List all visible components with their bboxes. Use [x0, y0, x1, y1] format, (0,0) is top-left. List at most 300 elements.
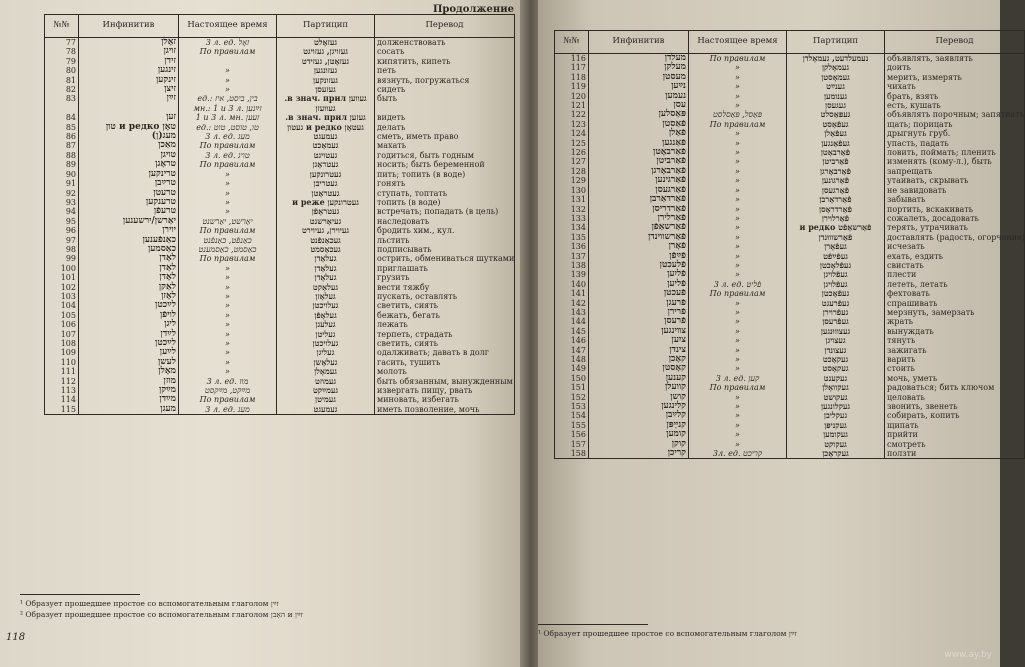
infinitive-cell: לײַכטן: [79, 301, 179, 310]
participle-cell: געגעסן: [787, 101, 885, 110]
participle-cell: געזאָטן, געזידט: [277, 57, 375, 66]
participle-cell: פֿאַרגעסן: [787, 186, 885, 195]
translation-cell: извергать пищу, рвать: [375, 386, 515, 395]
infinitive-cell: כאַנפֿענען: [79, 236, 179, 245]
present-tense-cell: »: [689, 157, 787, 166]
translation-cell: носить; быть беременной: [375, 160, 515, 169]
participle-cell: פֿאַרדאָרבן: [787, 195, 885, 204]
present-tense-cell: »: [689, 73, 787, 82]
translation-cell: сметь, иметь право: [375, 132, 515, 141]
entry-number-cell: 115: [45, 405, 79, 415]
table-row: [45, 160, 515, 169]
translation-cell: чихать: [885, 82, 1025, 91]
infinitive-cell: פֿאַרשווינדן: [589, 233, 689, 242]
entry-number-cell: 154: [555, 411, 589, 420]
entry-number-cell: 104: [45, 301, 79, 310]
translation-cell: бродить хим., кул.: [375, 226, 515, 235]
participle-cell: גענײַט: [787, 82, 885, 91]
infinitive-cell: לײַכטן: [79, 339, 179, 348]
table-row: [555, 148, 1025, 157]
translation-cell: звонить, звенеть: [885, 402, 1025, 411]
entry-number-cell: 113: [45, 386, 79, 395]
translation-cell: топить (в воде): [375, 198, 515, 207]
entry-number-cell: 144: [555, 317, 589, 326]
translation-cell: свистать: [885, 261, 1025, 270]
participle-cell: געזען в знач. прил.: [277, 113, 375, 122]
present-tense-cell: 3 л. ед. זאָל: [179, 38, 277, 48]
translation-cell: тянуть: [885, 336, 1025, 345]
present-tense-cell: »: [689, 139, 787, 148]
participle-cell: געמוזט: [277, 377, 375, 386]
infinitive-cell: לײַען: [79, 348, 179, 357]
translation-cell: смотреть: [885, 440, 1025, 449]
participle-cell: געווען в знач. прил.: [277, 94, 375, 103]
infinitive-cell: לעשן: [79, 358, 179, 367]
participle-cell: געלאַדן: [277, 264, 375, 273]
present-tense-cell: 3 л. ед. מעג: [179, 132, 277, 141]
translation-cell: сидеть: [375, 85, 515, 94]
translation-cell: доставлять (радость, огорчение): [885, 233, 1025, 242]
table-row: [45, 57, 515, 66]
translation-cell: собирать, копить: [885, 411, 1025, 420]
participle-cell: געיאַרשנט: [277, 217, 375, 226]
table-row: [45, 245, 515, 254]
translation-cell: быть: [375, 94, 515, 103]
entry-number-cell: 95: [45, 217, 79, 226]
table-row: [555, 289, 1025, 298]
table-row: [555, 214, 1025, 223]
infinitive-cell: טרעטן: [79, 189, 179, 198]
present-tense-cell: »: [689, 252, 787, 261]
present-tense-cell: 3 л. ед. פֿליט: [689, 280, 787, 289]
table-row: [45, 76, 515, 85]
infinitive-cell: טויגן: [79, 151, 179, 160]
present-tense-cell: 3л. ед. קריכט: [689, 449, 787, 459]
table-row: [555, 120, 1025, 129]
entry-number-cell: 85: [45, 123, 79, 132]
translation-cell: приглашать: [375, 264, 515, 273]
table-row: [555, 299, 1025, 308]
participle-cell: געפֿאַלן: [787, 129, 885, 138]
entry-number-cell: 87: [45, 141, 79, 150]
infinitive-cell: לאַדן: [79, 264, 179, 273]
present-tense-cell: »: [689, 336, 787, 345]
translation-cell: бежать, бегать: [375, 311, 515, 320]
translation-cell: долженствовать: [375, 38, 515, 48]
table-row: [555, 402, 1025, 411]
entry-number-cell: [45, 104, 79, 113]
entry-number-cell: 106: [45, 320, 79, 329]
entry-number-cell: 86: [45, 132, 79, 141]
participle-cell: פֿאַרבאָרגן: [787, 167, 885, 176]
participle-cell: געטריבן: [277, 179, 375, 188]
translation-cell: утаивать, скрывать: [885, 176, 1025, 185]
table-row: [45, 179, 515, 188]
table-row: [45, 66, 515, 75]
entry-number-cell: 149: [555, 364, 589, 373]
translation-cell: ехать, ездить: [885, 252, 1025, 261]
present-tense-cell: »: [689, 327, 787, 336]
participle-cell: געקלונגען: [787, 402, 885, 411]
translation-cell: наследовать: [375, 217, 515, 226]
present-tense-cell: 3 л. ед. מוז: [179, 377, 277, 386]
present-tense-cell: »: [689, 129, 787, 138]
entry-number-cell: 96: [45, 226, 79, 235]
infinitive-cell: זינקען: [79, 76, 179, 85]
translation-cell: мерить, измерять: [885, 73, 1025, 82]
participle-cell: געמאָלקן: [787, 63, 885, 72]
watermark: www.ay.by: [944, 650, 992, 660]
infinitive-cell: טאָן и редко טון: [79, 123, 179, 132]
entry-number-cell: 151: [555, 383, 589, 392]
present-tense-cell: »: [689, 63, 787, 72]
participle-cell: געקליבן: [787, 411, 885, 420]
entry-number-cell: 80: [45, 66, 79, 75]
translation-cell: пить; топить (в воде): [375, 170, 515, 179]
participle-cell: געקומען: [787, 430, 885, 439]
entry-number-cell: 138: [555, 261, 589, 270]
present-tense-cell: מײַקט, מײַקסט: [179, 386, 277, 395]
translation-cell: ползти: [885, 449, 1025, 459]
present-tense-cell: »: [179, 320, 277, 329]
infinitive-cell: פֿאַלן: [589, 129, 689, 138]
entry-number-cell: 148: [555, 355, 589, 364]
entry-number-cell: 78: [45, 47, 79, 56]
translation-cell: вести тяжбу: [375, 283, 515, 292]
footnote: ¹ Образует прошедшее простое со вспомогательным глаголом זײַן: [538, 629, 797, 638]
entry-number-cell: 139: [555, 270, 589, 279]
participle-cell: געצוווּנגען: [787, 327, 885, 336]
translation-cell: жрать: [885, 317, 1025, 326]
entry-number-cell: 97: [45, 236, 79, 245]
table-row: [555, 280, 1025, 289]
entry-number-cell: 131: [555, 195, 589, 204]
entry-number-cell: 93: [45, 198, 79, 207]
infinitive-cell: קוקן: [589, 440, 689, 449]
table-row: [45, 38, 515, 48]
entry-number-cell: 117: [555, 63, 589, 72]
translation-cell: исчезать: [885, 242, 1025, 251]
participle-cell: געלאָזן: [277, 292, 375, 301]
infinitive-cell: מעג(ן): [79, 132, 179, 141]
translation-cell: объявлять порочным; запятнать: [885, 110, 1025, 119]
translation-cell: пускать, оставлять: [375, 292, 515, 301]
infinitive-cell: פֿליִען: [589, 270, 689, 279]
translation-cell: светить, сиять: [375, 339, 515, 348]
infinitive-cell: ציִען: [589, 336, 689, 345]
translation-cell: ловить, поймать; пленить: [885, 148, 1025, 157]
translation-cell: целовать: [885, 393, 1025, 402]
infinitive-cell: זאָלן: [79, 38, 179, 48]
participle-cell: געליגן: [277, 348, 375, 357]
table-row: [555, 63, 1025, 72]
present-tense-cell: »: [179, 170, 277, 179]
entry-number-cell: 157: [555, 440, 589, 449]
participle-cell: געזונגען: [277, 66, 375, 75]
translation-cell: вязнуть, погружаться: [375, 76, 515, 85]
entry-number-cell: 109: [45, 348, 79, 357]
column-header-present-tense: Настоящее время: [689, 31, 787, 54]
translation-cell: светить, сиять: [375, 301, 515, 310]
present-tense-cell: »: [689, 233, 787, 242]
table-row: [555, 73, 1025, 82]
present-tense-cell: »: [689, 101, 787, 110]
entry-number-cell: 98: [45, 245, 79, 254]
table-row: [45, 348, 515, 357]
present-tense-cell: »: [689, 430, 787, 439]
table-row: [555, 223, 1025, 232]
present-tense-cell: »: [689, 214, 787, 223]
table-row: [45, 311, 515, 320]
entry-number-cell: 84: [45, 113, 79, 122]
infinitive-cell: ליגן: [79, 320, 179, 329]
present-tense-cell: »: [179, 207, 277, 216]
participle-cell: געקענט: [787, 374, 885, 383]
participle-cell: געטראָטן: [277, 189, 375, 198]
translation-cell: плести: [885, 270, 1025, 279]
present-tense-cell: ед.: טו, טוסט, טוט: [179, 123, 277, 132]
participle-cell: געטאָן и редко געטון: [277, 123, 375, 132]
participle-cell: געמאָסטן: [787, 73, 885, 82]
table-row: [555, 374, 1025, 383]
table-row: [45, 395, 515, 404]
participle-cell: געטרונקען и реже: [277, 198, 375, 207]
infinitive-cell: פֿרירן: [589, 308, 689, 317]
translation-cell: мочь, уметь: [885, 374, 1025, 383]
table-row: [555, 157, 1025, 166]
table-row: [45, 217, 515, 226]
participle-cell: געזאָלט: [277, 38, 375, 48]
translation-cell: мерзнуть, замерзать: [885, 308, 1025, 317]
column-header-participle: Партицип: [277, 15, 375, 38]
participle-cell: פֿאַרביטן: [787, 157, 885, 166]
participle-cell: געמײַקט: [277, 386, 375, 395]
entry-number-cell: 141: [555, 289, 589, 298]
table-row: [45, 104, 515, 113]
table-row: [555, 54, 1025, 64]
translation-cell: радоваться; бить ключом: [885, 383, 1025, 392]
translation-cell: упасть, падать: [885, 139, 1025, 148]
present-tense-cell: כאַנפֿט, כאַנפֿנט: [179, 236, 277, 245]
present-tense-cell: »: [179, 273, 277, 282]
infinitive-cell: לאַקן: [79, 283, 179, 292]
translation-cell: подписывать: [375, 245, 515, 254]
present-tense-cell: »: [689, 167, 787, 176]
footnote-rule: [538, 624, 648, 625]
table-row: [555, 101, 1025, 110]
infinitive-cell: פֿאַנגען: [589, 139, 689, 148]
entry-number-cell: 123: [555, 120, 589, 129]
participle-cell: געלאָפֿן: [277, 311, 375, 320]
infinitive-cell: פֿאַרדאַרבן: [589, 195, 689, 204]
table-row: [555, 317, 1025, 326]
translation-cell: портить, вскакивать: [885, 205, 1025, 214]
present-tense-cell: По правилам: [179, 141, 277, 150]
translation-cell: запрещать: [885, 167, 1025, 176]
table-row: [555, 186, 1025, 195]
participle-cell: געקניפּן: [787, 421, 885, 430]
table-row: [555, 336, 1025, 345]
infinitive-cell: פֿאָרן: [589, 242, 689, 251]
infinitive-cell: כאַסמען: [79, 245, 179, 254]
entry-number-cell: 121: [555, 101, 589, 110]
present-tense-cell: По правилам: [689, 54, 787, 64]
page-number: 118: [6, 632, 26, 643]
infinitive-cell: פֿאַרבאָטן: [589, 148, 689, 157]
present-tense-cell: По правилам: [689, 289, 787, 298]
translation-cell: прийти: [885, 430, 1025, 439]
translation-cell: доить: [885, 63, 1025, 72]
entry-number-cell: 77: [45, 38, 79, 48]
entry-number-cell: 91: [45, 179, 79, 188]
table-row: [555, 308, 1025, 317]
entry-number-cell: 130: [555, 186, 589, 195]
footnote-rule: [20, 594, 140, 595]
entry-number-cell: 142: [555, 299, 589, 308]
infinitive-cell: פֿרעסן: [589, 317, 689, 326]
table-row: [555, 383, 1025, 392]
table-row: [555, 176, 1025, 185]
table-row: [555, 233, 1025, 242]
participle-cell: געפֿאָכטן: [787, 289, 885, 298]
participle-cell: געלויכטן: [277, 339, 375, 348]
table-row: [555, 364, 1025, 373]
present-tense-cell: »: [179, 292, 277, 301]
participle-cell: געמעגט: [277, 405, 375, 415]
participle-cell: געקוואָלן: [787, 383, 885, 392]
column-header-participle: Партицип: [787, 31, 885, 54]
translation-cell: сосать: [375, 47, 515, 56]
infinitive-cell: [79, 104, 179, 113]
infinitive-cell: קאָכן: [589, 355, 689, 364]
entry-number-cell: 156: [555, 430, 589, 439]
present-tense-cell: »: [689, 92, 787, 101]
column-header-infinitive: Инфинитив: [589, 31, 689, 54]
infinitive-cell: לאָדן: [79, 254, 179, 263]
infinitive-cell: פֿאַרשאַפֿן: [589, 223, 689, 232]
entry-number-cell: 158: [555, 449, 589, 459]
table-row: [45, 254, 515, 263]
participle-cell: געמעגט: [277, 132, 375, 141]
infinitive-cell: לאָדן: [79, 273, 179, 282]
table-row: [45, 207, 515, 216]
table-row: [555, 270, 1025, 279]
table-row: [555, 430, 1025, 439]
infinitive-cell: פֿאַרבאָרגן: [589, 167, 689, 176]
footnotes-left: [20, 598, 303, 620]
present-tense-cell: כאַסמט, כאַסמענט: [179, 245, 277, 254]
running-head: Продолжение: [432, 4, 514, 15]
present-tense-cell: »: [179, 330, 277, 339]
infinitive-cell: צװינגען: [589, 327, 689, 336]
participle-cell: געקושט: [787, 393, 885, 402]
translation-cell: спрашивать: [885, 299, 1025, 308]
translation-cell: щать; порицать: [885, 120, 1025, 129]
column-header-translation: Перевод: [885, 31, 1025, 54]
participle-cell: געפֿאָרן: [787, 242, 885, 251]
table-row: [555, 92, 1025, 101]
entry-number-cell: 89: [45, 160, 79, 169]
infinitive-cell: טרעפֿן: [79, 207, 179, 216]
participle-cell: געפֿרעסן: [787, 317, 885, 326]
translation-cell: льстить: [375, 236, 515, 245]
infinitive-cell: פֿרעגן: [589, 299, 689, 308]
present-tense-cell: »: [689, 148, 787, 157]
table-row: [45, 198, 515, 207]
participle-cell: געיוירן, געיוירט: [277, 226, 375, 235]
entry-number-cell: 132: [555, 205, 589, 214]
entry-number-cell: 105: [45, 311, 79, 320]
present-tense-cell: [179, 57, 277, 66]
entry-number-cell: 133: [555, 214, 589, 223]
participle-cell: גענומען: [787, 92, 885, 101]
translation-cell: сожалеть, досадовать: [885, 214, 1025, 223]
participle-cell: געפֿרעגט: [787, 299, 885, 308]
column-header-present-tense: Настоящее время: [179, 15, 277, 38]
table-row: [45, 264, 515, 273]
present-tense-cell: По правилам: [179, 395, 277, 404]
entry-number-cell: 120: [555, 92, 589, 101]
participle-cell: פֿאַרלוירן: [787, 214, 885, 223]
table-row: [555, 205, 1025, 214]
entry-number-cell: 99: [45, 254, 79, 263]
translation-cell: брать, взять: [885, 92, 1025, 101]
table-row: [555, 195, 1025, 204]
translation-cell: дрыгнуть груб.: [885, 129, 1025, 138]
table-row: [555, 261, 1025, 270]
entry-number-cell: 90: [45, 170, 79, 179]
present-tense-cell: »: [179, 179, 277, 188]
infinitive-cell: עסן: [589, 101, 689, 110]
entry-number-cell: 155: [555, 421, 589, 430]
entry-number-cell: 82: [45, 85, 79, 94]
entry-number-cell: 94: [45, 207, 79, 216]
translation-cell: гасить, тушить: [375, 358, 515, 367]
present-tense-cell: »: [689, 355, 787, 364]
entry-number-cell: 122: [555, 110, 589, 119]
entry-number-cell: 137: [555, 252, 589, 261]
present-tense-cell: »: [689, 242, 787, 251]
infinitive-cell: טרענקען: [79, 198, 179, 207]
entry-number-cell: 129: [555, 176, 589, 185]
participle-cell: געכאַסמט: [277, 245, 375, 254]
translation-cell: миновать, избегать: [375, 395, 515, 404]
column-header-entry-number: №№: [45, 15, 79, 38]
translation-cell: ступать, топтать: [375, 189, 515, 198]
present-tense-cell: »: [179, 339, 277, 348]
present-tense-cell: 3 л. ед. מעג: [179, 405, 277, 415]
table-row: [555, 449, 1025, 459]
entry-number-cell: 128: [555, 167, 589, 176]
table-row: [555, 129, 1025, 138]
infinitive-cell: פֿאַרדריסן: [589, 205, 689, 214]
present-tense-cell: »: [689, 205, 787, 214]
translation-cell: стоить: [885, 364, 1025, 373]
table-row: [45, 273, 515, 282]
infinitive-cell: פֿאַסטן: [589, 120, 689, 129]
present-tense-cell: »: [179, 198, 277, 207]
participle-cell: געקאָסט: [787, 364, 885, 373]
column-header-entry-number: №№: [555, 31, 589, 54]
entry-number-cell: 114: [45, 395, 79, 404]
translation-cell: грузить: [375, 273, 515, 282]
entry-number-cell: 103: [45, 292, 79, 301]
entry-number-cell: 79: [45, 57, 79, 66]
participle-cell: נעמעלדעט, געמאָלדן: [787, 54, 885, 64]
infinitive-cell: קלינגען: [589, 402, 689, 411]
participle-cell: געלויכטן: [277, 301, 375, 310]
table-row: [555, 393, 1025, 402]
